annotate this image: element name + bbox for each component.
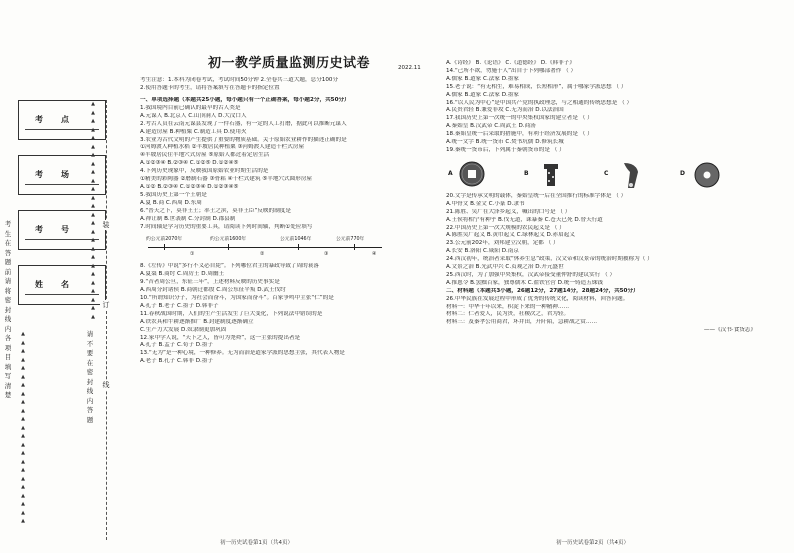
- option-line: A.甲骨文 B.金文 C.小篆 D.隶书: [446, 200, 525, 207]
- question-line: 2.考古人员在云南元谋县发现了一件石器，有一定的人工打磨，据此可以推断元谋人: [140, 120, 347, 127]
- material-line: 材料三：及秦孝公用商君，坏井田，开阡陌，急耕战之赏……: [446, 319, 598, 326]
- seal-mark-2: 订: [100, 300, 112, 310]
- question-line: 10.“所谓知识分子，为社会而奋斗，为国家而奋斗”。百家争鸣中主张“仁”的是: [140, 295, 334, 302]
- option-line: A.儒家 B.道家 C.法家 D.墨家: [446, 75, 519, 82]
- ring-coin-icon: [692, 160, 722, 190]
- question-line: 19.秦统一货币后，下列属于秦朝货币的是 （ ）: [446, 146, 565, 153]
- timeline-label: 公元前1046年: [280, 237, 312, 243]
- option-line: A.老子 B.孔子 C.韩非 D.墨子: [140, 358, 213, 365]
- question-line: 25.西汉时，为了加强中央集权，汉武帝接受董仲舒的建议实行 （ ）: [446, 271, 616, 278]
- question-line: 23.公元前202年，刘邦建立汉朝，定都 （ ）: [446, 240, 559, 247]
- binding-strip: [0, 100, 116, 540]
- note-line: 2.使用答题卡的考生，请将答案填写在答题卡的指定位置: [140, 84, 280, 91]
- option-line: A.夏 B.商 C.西周 D.东周: [140, 199, 202, 206]
- timeline-label: 公元前770年: [336, 237, 365, 243]
- option-line: A.《诗经》 B.《论语》 C.《道德经》 D.《韩非子》: [446, 60, 575, 66]
- question-line: 5.我国历史上第一个王朝是: [140, 191, 207, 198]
- timeline-mark: ①: [190, 251, 195, 258]
- coin-option-label: A: [448, 169, 453, 177]
- question-line: 3.农业为古代文明的产生提供了重要的物质基础。关于原始农业耕作的描述正确的是: [140, 136, 347, 143]
- option-line: A.文景之治 B.光武中兴 C.贞观之治 D.开元盛世: [446, 264, 564, 271]
- option-line: A.儒家 B.道家 C.法家 D.墨家: [446, 91, 519, 98]
- question-line: 21.陈胜、吴广在大泽乡起义，喊出的口号是 （ ）: [446, 208, 571, 215]
- page-one: [112, 56, 421, 540]
- question-line: ①精美的彩陶器 ②磨制石器 ③骨耜 ④干栏式建筑 ⑤半地穴式圆形房屋: [140, 176, 313, 183]
- question-line: 12.家中学人说，“天下之人，皆可为尧舜”，这一主张的提出者是: [140, 334, 301, 341]
- timeline-tick: [228, 244, 229, 250]
- page-two-footer: 初一历史试卷第2页（共4页）: [556, 540, 629, 546]
- question-line: 9.“昔者周公旦，东征三年”，上述材料反映的历史事实是: [140, 279, 280, 286]
- timeline-label: 约公元前2070年: [146, 237, 183, 243]
- question-line: 8.《左传》中说“多行不义必自毙”。下列哪位君主的暴政导致了周的衰落: [140, 263, 319, 270]
- page-one-footer: 初一历史试卷第1页（共4页）: [220, 540, 293, 546]
- option-line: A.长安 B.洛阳 C.咸阳 D.南京: [446, 248, 519, 255]
- sealing-line: [106, 100, 107, 540]
- question-line: 17.我国历史上第一次统一的中央集权国家的建立者是 （ ）: [446, 115, 593, 122]
- side-notice-left: 考生在答题前请将密封线内各项目填写清楚: [4, 220, 12, 399]
- spade-coin-icon: [536, 160, 566, 190]
- timeline-mark: ②: [260, 251, 265, 258]
- option-line: C.生产力大发展 D.奴隶制更加巩固: [140, 326, 227, 333]
- exam-title: 初一教学质量监测历史试卷: [208, 56, 371, 71]
- questions-page-one: [140, 97, 390, 366]
- name-label: 姓名: [35, 280, 87, 289]
- question-line: 24.西汉初年，统治者采取“休养生息”政策，汉文帝和汉景帝的统治时期被称为（ ）: [446, 256, 653, 263]
- option-line: A.元谋人 B.北京人 C.山顶洞人 D.大汶口人: [140, 112, 247, 119]
- option-line: A.①② B.②③④ C.①②③④ D.①②③④⑤: [140, 183, 239, 190]
- option-line: A.秦始皇 B.汉武帝 C.周武王 D.商汤: [446, 123, 536, 130]
- round-coin-icon: [458, 160, 486, 188]
- exam-number-label: 考号: [35, 225, 87, 234]
- material-source: ——《汉书·食货志》: [703, 327, 756, 334]
- timeline-mark: ④: [372, 251, 377, 258]
- timeline-axis: [148, 247, 382, 248]
- timeline-tick: [354, 244, 355, 250]
- timeline-mark: ③: [324, 251, 329, 258]
- question-line: ①河姆渡人种植水稻 ②半坡居民种植粟 ③河姆渡人建造干栏式房屋: [140, 144, 305, 151]
- option-line: A.推恩令 B.罢黜百家，独尊儒术 C.盐铁官营 D.统一铸造五铢钱: [446, 279, 603, 286]
- question-line: 14.“己所不欲，勿施于人”出自于下列哪部著作 （ ）: [446, 67, 577, 74]
- option-line: A.王侯将相宁有种乎 B.伐无道，诛暴秦 C.苍天已死 D.替天行道: [446, 216, 603, 223]
- timeline-tick: [164, 244, 165, 250]
- coin-option-label: B: [524, 169, 529, 177]
- section-heading: 二、材料题（本题共3小题，26题12分，27题14分，28题24分，共50分）: [446, 287, 639, 294]
- option-line: A.夏桀 B.商纣 C.周厉王 D.周幽王: [140, 271, 225, 278]
- coin-option-label: C: [604, 169, 609, 177]
- note-line: 考生注意：1.本科为闭卷考试，考试时间50分钟 2.全卷共三道大题，总分100分: [140, 77, 339, 83]
- option-line: A.禅让制 B.世袭制 C.分封制 D.郡县制: [140, 215, 236, 222]
- material-line: 材料一：中华千年以来，积淀下来的一种精神……: [446, 303, 570, 310]
- question-line: 7.时间轴是学习历史的重要工具，请阅读下列时间轴，判断①处应填写: [140, 223, 313, 230]
- side-notice-right: 请不要在密封线内答题: [86, 330, 94, 424]
- knife-coin-icon: [618, 160, 644, 190]
- question-line: 4.下列历史现象中，反映我国原始农业时期生活的是: [140, 168, 269, 175]
- option-line: A.陈胜吴广起义 B.黄巾起义 C.绿林起义 D.赤眉起义: [446, 232, 575, 239]
- option-line: A.孔子 B.老子 C.墨子 D.韩非子: [140, 302, 219, 309]
- seal-mark-3: 线: [100, 380, 112, 390]
- question-line: ④半坡居民住半地穴式房屋 ⑤原始人都过着定居生活: [140, 152, 270, 159]
- option-line: A.统一文字 B.统一货币 C.焚书坑儒 D.修筑长城: [446, 139, 564, 146]
- triangle-row-1: ▲ ▲ ▲ ▲ ▲ ▲ ▲ ▲ ▲ ▲ ▲ ▲ ▲ ▲ ▲ ▲ ▲ ▲ ▲ ▲ ▲ ▲ ▲ ▲ ▲ ▲: [91, 101, 95, 320]
- section-heading: 一、单项选择题（本题共25小题，每小题只有一个正确答案，每小题2分，共50分）: [140, 97, 350, 103]
- coin-images: [446, 156, 776, 192]
- option-line: A.孔子 B.孟子 C.荀子 D.墨子: [140, 342, 213, 349]
- question-line: 11.春秋战国时期，人们的生产生活发生了巨大变化，下列说法中错误的是: [140, 310, 323, 317]
- option-line: A.建造房屋 B.种植粟 C.制造工具 D.使用火: [140, 128, 247, 135]
- option-line: A.①②③④ B.②③④ C.①②⑤ D.①②④⑤: [140, 160, 239, 167]
- question-line: 16.“以人民为中心”是中国共产党的执政理念，与之相通的传统思想是 （ ）: [446, 99, 633, 106]
- question-line: 6.“普天之下，莫非王土；率土之滨，莫非王臣”反映的制度是: [140, 207, 291, 214]
- timeline-label: 约公元前1600年: [210, 237, 247, 243]
- timeline-figure: [140, 232, 390, 262]
- page-two: [446, 60, 776, 540]
- exam-notes: [140, 77, 390, 92]
- question-line: 26.中华民族在发展过程中形成了优秀的传统文化，阅读材料，回答问题。: [446, 295, 629, 302]
- question-line: 1.我国境内目前已确认的最早的古人类是: [140, 104, 241, 111]
- exam-room-label: 考场: [35, 170, 87, 179]
- exam-center-label: 考点: [35, 115, 87, 124]
- question-line: 22.中国历史上第一次大规模的农民起义是 （ ）: [446, 224, 565, 231]
- option-line: A.铁农具和牛耕逐渐推广 B.封建制度逐渐确立: [140, 318, 254, 325]
- material-line: 材料二：仁者爱人，民为贵，社稷次之，君为轻。: [446, 311, 570, 318]
- option-line: A.民贵君轻 B.兼爱非攻 C.无为而治 D.以法治国: [446, 107, 564, 114]
- timeline-tick: [298, 244, 299, 250]
- option-line: A.西周分封诸侯 B.商朝迁都殷 C.周公东征平叛 D.武王伐纣: [140, 287, 286, 294]
- exam-date: 2022.11: [398, 65, 421, 71]
- question-line: 20.文字是传承文明的载体，秦始皇统一后在全国推行的标准字体是 （ ）: [446, 192, 627, 199]
- triangle-row-2: ▲ ▲ ▲ ▲ ▲ ▲ ▲ ▲ ▲ ▲ ▲ ▲ ▲ ▲ ▲ ▲ ▲ ▲ ▲ ▲ ▲ ▲ ▲: [21, 331, 25, 524]
- seal-mark-1: 装: [100, 220, 112, 230]
- question-line: 15.老子说：“有无相生，难易相成，长短相形”，属于哪家学派思想 （ ）: [446, 83, 627, 90]
- question-line: 18.秦始皇统一后采取的措施中，有利于经济发展的是 （ ）: [446, 131, 593, 138]
- question-line: 13.“无为”是一种心境，一种修养。无为而治是道家学派的思想主张，其代表人物是: [140, 350, 345, 357]
- coin-option-label: D: [680, 169, 685, 177]
